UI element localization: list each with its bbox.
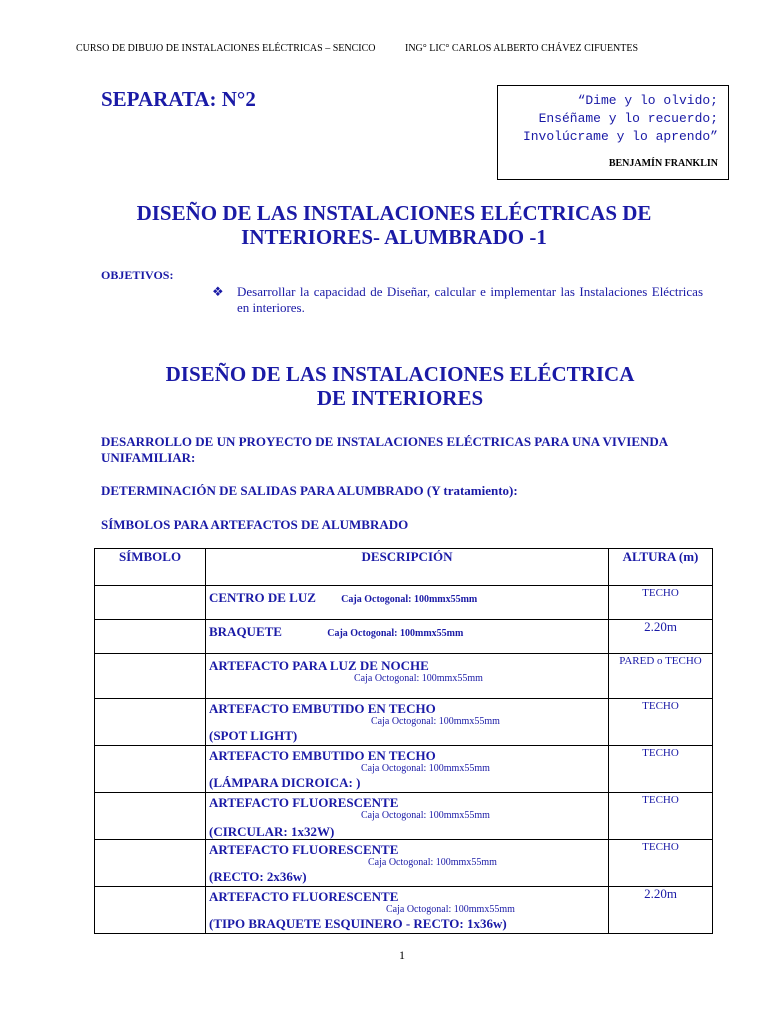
header-course: CURSO DE DIBUJO DE INSTALACIONES ELÉCTRICAS – SENCICO	[76, 43, 376, 54]
section-title-line-2: DE INTERIORES	[316, 386, 484, 410]
description-cell	[206, 699, 609, 746]
symbol-cell	[95, 793, 206, 840]
table-row	[95, 840, 713, 887]
table-row	[95, 699, 713, 746]
header-height: ALTURA (m)	[609, 549, 713, 586]
row-sub: Caja Octogonal: 100mmx55mm	[386, 904, 515, 915]
row-sub: Caja Octogonal: 100mmx55mm	[354, 673, 483, 684]
section-title	[80, 362, 720, 410]
header-description: DESCRIPCIÓN	[206, 549, 609, 586]
objectives-label: OBJETIVOS:	[101, 268, 174, 282]
separata-title: SEPARATA: N°2	[101, 87, 256, 111]
project-heading: DESARROLLO DE UN PROYECTO DE INSTALACIONES ELÉCTRICAS PARA UNA VIVIENDA UNIFAMILIAR:	[101, 434, 668, 465]
symbol-cell	[95, 654, 206, 699]
description-cell	[206, 840, 609, 887]
row-extra: (SPOT LIGHT)	[209, 728, 298, 743]
symbol-cell	[95, 699, 206, 746]
row-main: ARTEFACTO EMBUTIDO EN TECHO	[209, 748, 436, 763]
symbol-cell	[95, 620, 206, 654]
quote-line-1: “Dime y lo olvido;	[577, 93, 718, 108]
symbols-heading: SÍMBOLOS PARA ARTEFACTOS DE ALUMBRADO	[101, 517, 409, 532]
header-author: ING° LIC° CARLOS ALBERTO CHÁVEZ CIFUENTES	[405, 43, 639, 54]
header-symbol: SÍMBOLO	[95, 549, 206, 586]
row-extra: (LÁMPARA DICROICA: )	[209, 775, 361, 790]
table-row	[95, 746, 713, 793]
height-cell: TECHO	[609, 746, 713, 793]
row-sub: Caja Octogonal: 100mmx55mm	[327, 628, 464, 639]
description-cell	[206, 586, 609, 620]
table-header-row	[95, 549, 713, 586]
row-main: BRAQUETE	[209, 624, 282, 639]
symbol-cell	[95, 586, 206, 620]
height-cell: TECHO	[609, 586, 713, 620]
description-cell	[206, 887, 609, 934]
quote-box	[497, 85, 729, 180]
symbols-table	[94, 548, 713, 934]
row-extra: (CIRCULAR: 1x32W)	[209, 824, 335, 839]
row-sub: Caja Octogonal: 100mmx55mm	[341, 594, 478, 605]
height-cell: 2.20m	[609, 887, 713, 934]
section-title-line-1: DISEÑO DE LAS INSTALACIONES ELÉCTRICA	[165, 362, 635, 386]
row-sub: Caja Octogonal: 100mmx55mm	[371, 716, 500, 727]
symbol-cell	[95, 840, 206, 887]
symbol-cell	[95, 746, 206, 793]
row-sub: Caja Octogonal: 100mmx55mm	[368, 857, 497, 868]
diamond-bullet-icon: ❖	[212, 284, 224, 299]
quote-line-3: Involúcrame y lo aprendo”	[522, 129, 718, 144]
description-cell	[206, 654, 609, 699]
table-row	[95, 586, 713, 620]
row-main: ARTEFACTO FLUORESCENTE	[209, 889, 399, 904]
row-main: ARTEFACTO FLUORESCENTE	[209, 842, 399, 857]
height-cell: 2.20m	[609, 620, 713, 654]
quote-line-2: Enséñame y lo recuerdo;	[538, 111, 718, 126]
main-title-line-1: DISEÑO DE LAS INSTALACIONES ELÉCTRICAS DE	[136, 201, 652, 225]
height-cell: TECHO	[609, 840, 713, 887]
table-row	[95, 793, 713, 840]
description-cell	[206, 620, 609, 654]
objectives-text: Desarrollar la capacidad de Diseñar, calcular e implementar las Instalaciones Eléctricas en interiores.	[237, 284, 703, 315]
table-row	[95, 654, 713, 699]
row-main: ARTEFACTO PARA LUZ DE NOCHE	[209, 658, 429, 673]
row-main: ARTEFACTO FLUORESCENTE	[209, 795, 399, 810]
row-extra: (TIPO BRAQUETE ESQUINERO - RECTO: 1x36w)	[209, 916, 507, 931]
outputs-heading: DETERMINACIÓN DE SALIDAS PARA ALUMBRADO (Y tratamiento):	[101, 483, 518, 498]
description-cell	[206, 793, 609, 840]
main-title	[80, 201, 708, 249]
height-cell: PARED o TECHO	[609, 654, 713, 699]
page-number: 1	[399, 948, 405, 962]
table-row	[95, 620, 713, 654]
row-main: ARTEFACTO EMBUTIDO EN TECHO	[209, 701, 436, 716]
height-cell: TECHO	[609, 793, 713, 840]
row-sub: Caja Octogonal: 100mmx55mm	[361, 810, 490, 821]
page-header	[76, 43, 639, 54]
height-cell: TECHO	[609, 699, 713, 746]
description-cell	[206, 746, 609, 793]
row-main: CENTRO DE LUZ	[209, 590, 316, 605]
row-extra: (RECTO: 2x36w)	[209, 869, 307, 884]
row-sub: Caja Octogonal: 100mmx55mm	[361, 763, 490, 774]
main-title-line-2: INTERIORES- ALUMBRADO -1	[241, 225, 547, 249]
table-row	[95, 887, 713, 934]
symbol-cell	[95, 887, 206, 934]
quote-author: BENJAMÍN FRANKLIN	[608, 158, 718, 169]
